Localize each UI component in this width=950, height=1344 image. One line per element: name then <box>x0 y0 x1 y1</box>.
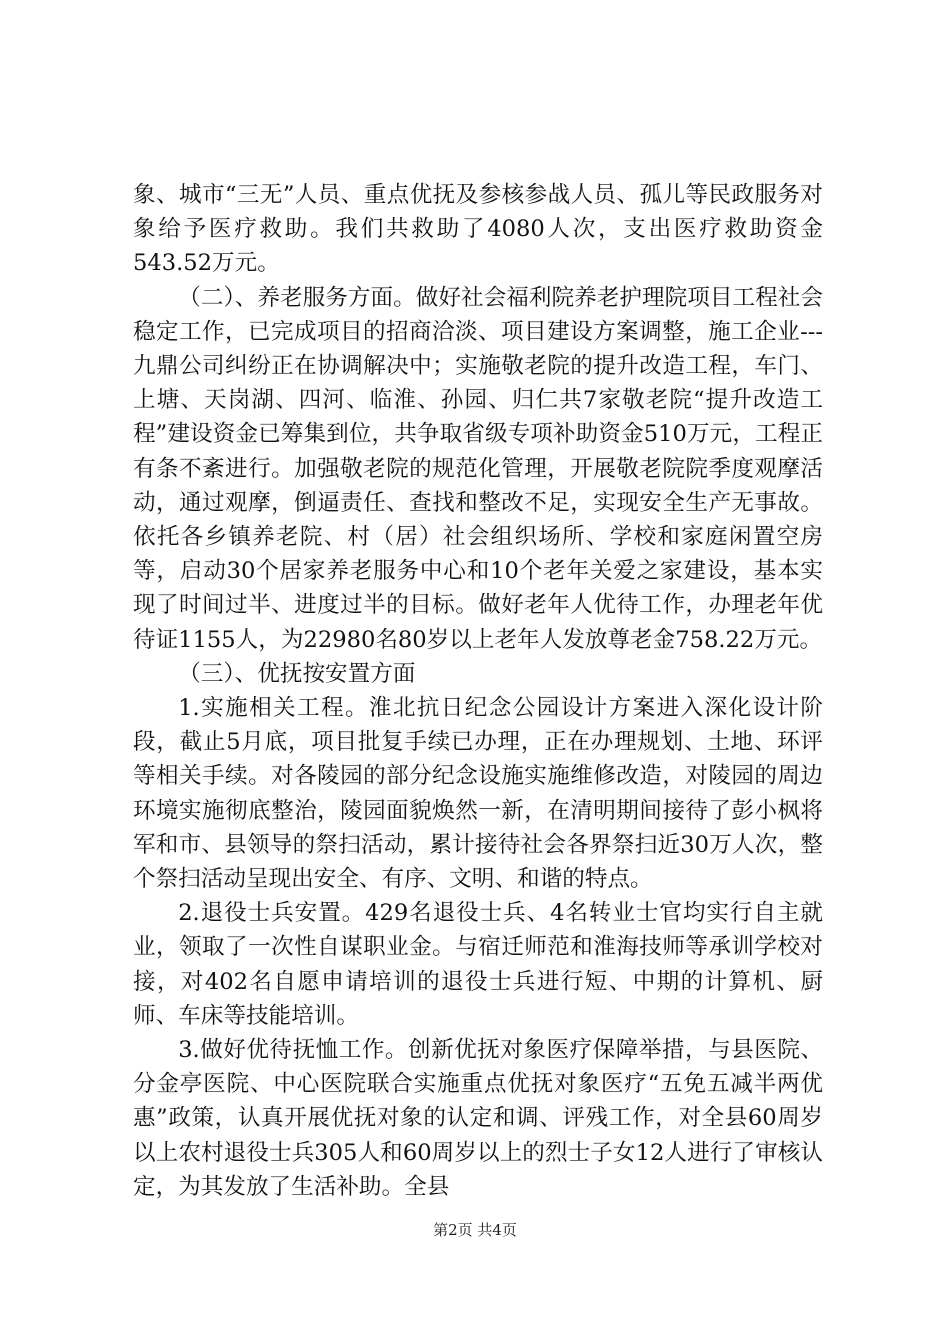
paragraph-6: 3.做好优待抚恤工作。创新优抚对象医疗保障举措，与县医院、分金亭医院、中心医院联合实施重点优抚对象医疗“五免五减半两优惠”政策，认真开展优抚对象的认定和调、评残工作，对全县60周岁以上农村退役士兵305人和60周岁以上的烈士子女12人进行了审核认定，为其发放了生活补助。全县 <box>133 1037 823 1200</box>
page-number-footer: 第2页 共4页 <box>433 1221 517 1239</box>
paragraph-1: 象、城市“三无”人员、重点优抚及参核参战人员、孤儿等民政服务对象给予医疗救助。我们共救助了4080人次，支出医疗救助资金543.52万元。 <box>133 182 823 277</box>
paragraph-4: 1.实施相关工程。淮北抗日纪念公园设计方案进入深化设计阶段，截止5月底，项目批复手续已办理，正在办理规划、土地、环评等相关手续。对各陵园的部分纪念设施实施维修改造，对陵园的周边环境实施彻底整治，陵园面貌焕然一新，在清明期间接待了彭小枫将军和市、县领导的祭扫活动，累计接待社会各界祭扫近30万人次，整个祭扫活动呈现出安全、有序、文明、和谐的特点。 <box>133 695 823 893</box>
paragraph-2: （二）、养老服务方面。做好社会福利院养老护理院项目工程社会稳定工作，已完成项目的招商洽淡、项目建设方案调整，施工企业---九鼎公司纠纷正在协调解决中；实施敬老院的提升改造工程，车门、上塘、天岗湖、四河、临淮、孙园、归仁共7家敬老院“提升改造工程”建设资金已筹集到位，共争取省级专项补助资金510万元，工程正有条不紊进行。加强敬老院的规范化管理，开展敬老院院季度观摩活动，通过观摩，倒逼责任、查找和整改不足，实现安全生产无事故。依托各乡镇养老院、村（居）社会组织场所、学校和家庭闲置空房等，启动30个居家养老服务中心和10个老年关爱之家建设，基本实现了时间过半、进度过半的目标。做好老年人优待工作，办理老年优待证1155人，为22980名80岁以上老年人发放尊老金758.22万元。 <box>133 284 823 653</box>
paragraph-5: 2.退役士兵安置。429名退役士兵、4名转业士官均实行自主就业，领取了一次性自谋职业金。与宿迁师范和淮海技师等承训学校对接，对402名自愿申请培训的退役士兵进行短、中期的计算机、厨师、车床等技能培训。 <box>133 900 823 1029</box>
body-text <box>133 178 823 1204</box>
paragraph-3-heading: （三）、优抚按安置方面 <box>178 660 416 687</box>
